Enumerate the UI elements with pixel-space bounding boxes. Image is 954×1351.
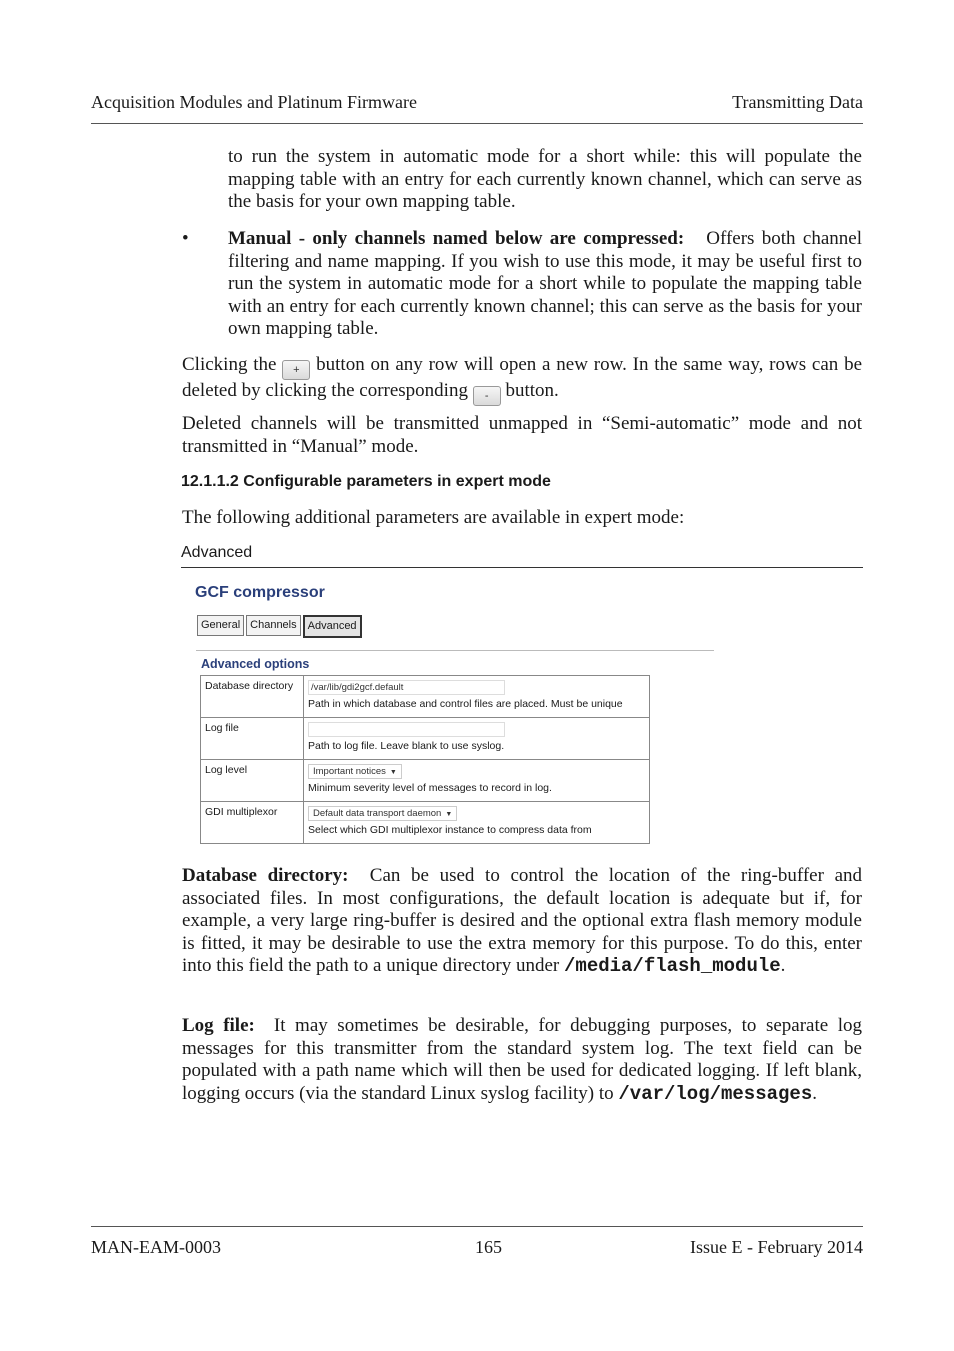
doc-id: MAN-EAM-0003 <box>91 1237 221 1257</box>
row-label: Database directory <box>201 676 304 718</box>
row-help: Select which GDI multiplexor instance to compress data from <box>308 824 592 836</box>
header-section: Transmitting Data <box>732 92 863 112</box>
row-help: Minimum severity level of messages to record in log. <box>308 782 552 794</box>
clicking-paragraph <box>182 354 862 406</box>
db-code: /media/flash_module <box>564 955 781 977</box>
issue-date: Issue E - February 2014 <box>690 1237 863 1257</box>
section-heading: 12.1.1.2 Configurable parameters in expert mode <box>181 473 551 490</box>
bullet-marker: • <box>182 228 189 249</box>
bullet-manual <box>228 228 862 341</box>
advanced-options-title: Advanced options <box>201 657 310 671</box>
row-help: Path to log file. Leave blank to use syslog. <box>308 740 505 752</box>
gcf-compressor-screenshot <box>188 578 728 848</box>
clicking-text-c: button. <box>505 380 559 401</box>
db-text: Can be used to control the location of the ring-buffer and associated files. In most configurations, the default location is adequate but if, for example, a very large ring-buffer is desired and the optional extra flash memory module is fitted, it may be desirable to use the extra memory for this purpose. To do this, enter into this field the path to a unique directory under <box>182 865 863 976</box>
table-row <box>201 676 650 718</box>
bullet-lead: Manual - only channels named below are compressed: <box>228 228 685 249</box>
delete-row-button[interactable]: - <box>473 386 501 406</box>
advanced-label: Advanced <box>181 544 863 568</box>
clicking-text-a: Clicking the <box>182 354 277 375</box>
tab-channels[interactable]: Channels <box>246 615 300 636</box>
log-end: . <box>812 1082 817 1104</box>
clicking-text-b: button on any row will open a new row. In the same way, rows can be deleted by clicking the corresponding <box>182 354 863 401</box>
page-number: 165 <box>475 1237 502 1257</box>
header-title: Acquisition Modules and Platinum Firmware <box>91 92 417 112</box>
tab-general[interactable]: General <box>197 615 244 636</box>
db-lead: Database directory: <box>182 865 349 886</box>
table-row <box>201 718 650 760</box>
log-file-paragraph <box>182 1015 862 1105</box>
table-row <box>201 760 650 802</box>
screenshot-title: GCF compressor <box>195 584 325 601</box>
chevron-down-icon: ▼ <box>445 811 453 818</box>
divider <box>196 650 714 651</box>
deleted-paragraph: Deleted channels will be transmitted unmapped in “Semi-automatic” mode and not transmitted in “Manual” mode. <box>182 413 862 457</box>
log-lead: Log file: <box>182 1015 255 1036</box>
row-label: Log level <box>201 760 304 802</box>
gdi-multiplexor-value: Default data transport daemon <box>313 808 442 819</box>
row-control <box>304 718 650 760</box>
chevron-down-icon: ▼ <box>389 769 397 776</box>
log-level-select[interactable] <box>308 764 402 779</box>
options-table <box>200 675 650 844</box>
table-row <box>201 802 650 844</box>
page-footer <box>91 1226 863 1257</box>
row-label: Log file <box>201 718 304 760</box>
database-directory-paragraph <box>182 865 862 978</box>
log-level-value: Important notices <box>313 766 386 777</box>
database-directory-input[interactable]: /var/lib/gdi2gcf.default <box>308 680 505 695</box>
row-control <box>304 676 650 718</box>
following-paragraph: The following additional parameters are available in expert mode: <box>182 507 685 528</box>
log-code: /var/log/messages <box>618 1082 813 1105</box>
page-header <box>91 90 863 124</box>
tab-advanced[interactable]: Advanced <box>303 615 362 638</box>
row-control <box>304 802 650 844</box>
row-help: Path in which database and control files are placed. Must be unique <box>308 698 623 710</box>
log-text: It may sometimes be desirable, for debugging purposes, to separate log messages for this transmitter from the standard system log. The text field can be populated with a path name which will then be used for dedicated logging. If left blank, logging occurs (via the standard Linux syslog facility) to <box>182 1015 863 1104</box>
row-label: GDI multiplexor <box>201 802 304 844</box>
intro-paragraph: to run the system in automatic mode for a short while: this will populate the mapping table with an entry for each currently known channel, which can serve as the basis for your own mapping table. <box>228 146 862 212</box>
add-row-button[interactable]: + <box>282 360 310 380</box>
gdi-multiplexor-select[interactable] <box>308 806 457 821</box>
tab-bar <box>197 615 362 638</box>
row-control <box>304 760 650 802</box>
db-end: . <box>780 955 786 976</box>
log-file-input[interactable] <box>308 722 505 737</box>
bullet-text: Offers both channel filtering and name mapping. If you wish to use this mode, it may be useful first to run the system in automatic mode for a short while to populate the mapping table with an entry for each currently known channel; this can serve as the basis for your own mapping table. <box>228 228 862 339</box>
